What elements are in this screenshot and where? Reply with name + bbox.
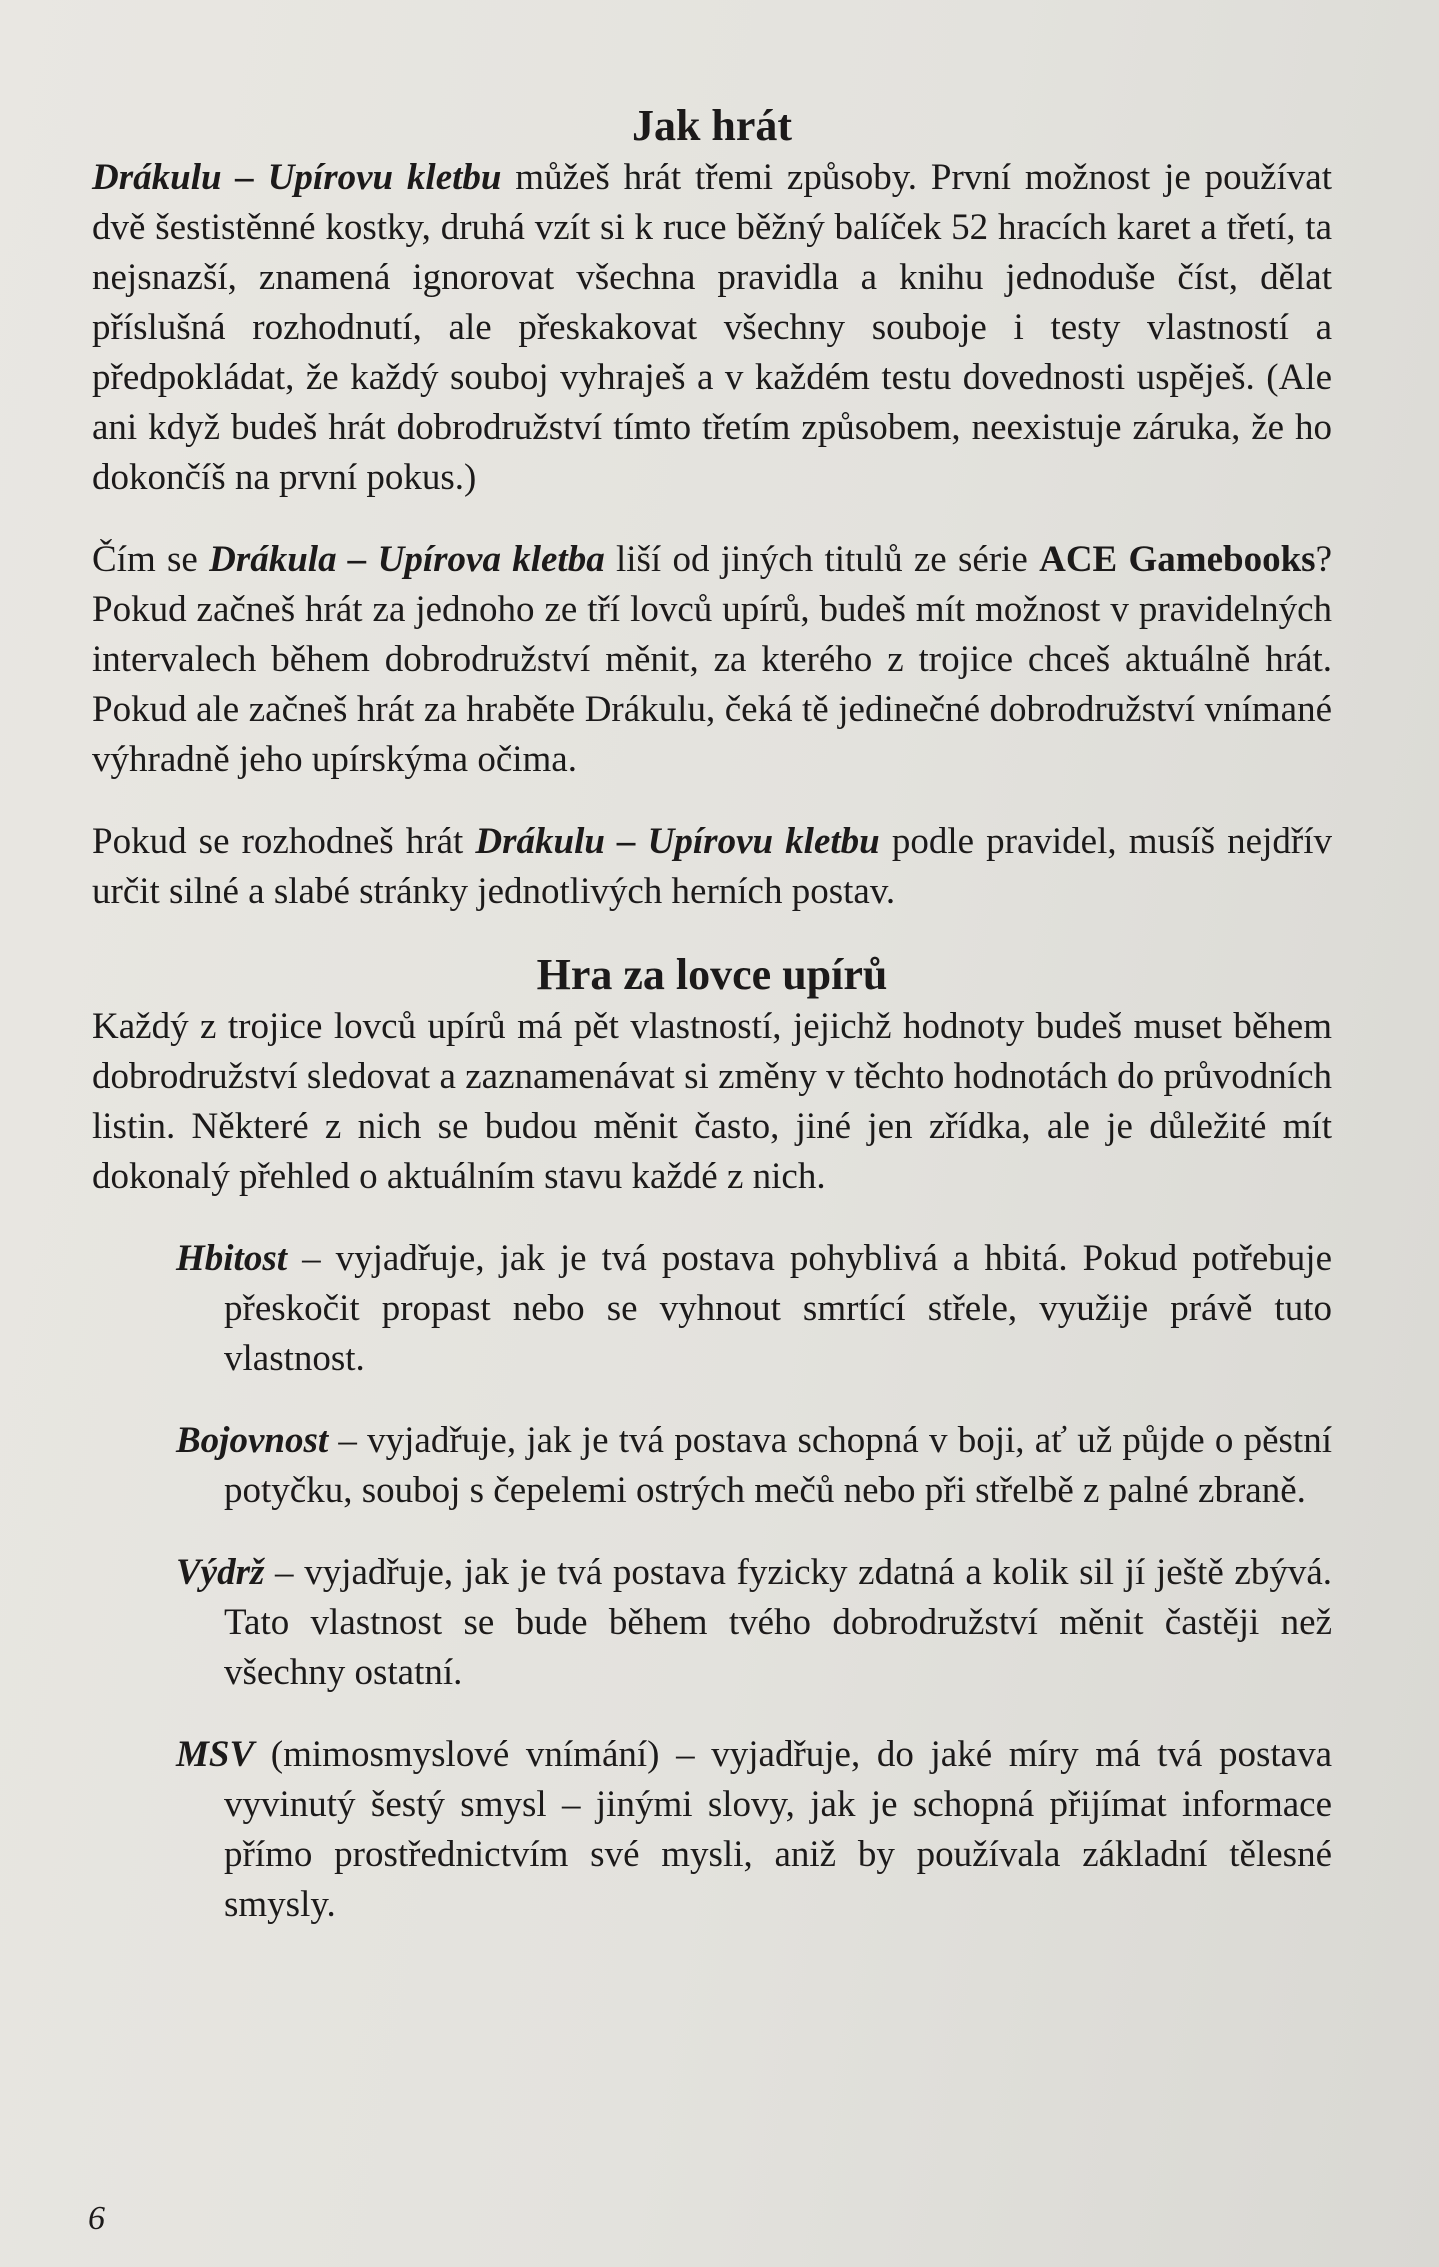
paragraph-rules (92, 817, 1332, 917)
paragraph-intro (92, 153, 1332, 503)
attribute-description: – vyjadřuje, jak je tvá postava pohyblivá a hbitá. Pokud potřebuje přeskočit propast nebo se vyhnout smrtící střele, využije právě tuto vlastnost. (224, 1237, 1332, 1379)
paragraph-attributes: Každý z trojice lovců upírů má pět vlastností, jejichž hodnoty budeš muset během dobrodružství sledovat a zaznamenávat si změny v těchto hodnotách do průvodních listin. Některé z nich se budou měnit často, jiné jen zřídka, ale je důležité mít dokonalý přehled o aktuálním stavu každé z nich. (92, 1005, 1332, 1197)
series-name: ACE Gamebooks (1039, 538, 1316, 580)
attribute-vydrz (176, 1548, 1332, 1698)
paragraph-text: podle pravidel, musíš nejdřív určit silné a slabé stránky jednotlivých herních postav. (92, 820, 1332, 912)
attribute-description: – vyjadřuje, jak je tvá postava fyzicky zdatná a kolik sil jí ještě zbývá. Tato vlastnost se bude během tvého dobrodružství měnit častěji než všechny ostatní. (224, 1551, 1332, 1693)
paragraph-text: můžeš hrát třemi způsoby. První možnost je používat dvě šestistěnné kostky, druhá vzít si k ruce běžný balíček 52 hracích karet a třetí, ta nejsnazší, znamená ignorovat všechna pravidla a knihu jednoduše číst, dělat příslušná rozhodnutí, ale přeskakovat všechny souboje i testy vlastností a předpokládat, že každý souboj vyhraješ a v každém testu dovednosti uspěješ. (Ale ani když budeš hrát dobrodružství tímto třetím způsobem, neexistuje záruka, že ho dokončíš na první pokus.) (92, 156, 1333, 498)
paragraph-text: liší od jiných titulů ze série (604, 538, 1040, 580)
book-title: Drákulu – Upírovu kletbu (92, 156, 502, 198)
page-number: 6 (88, 2200, 105, 2237)
attribute-term: Bojovnost (176, 1419, 329, 1461)
paragraph-text: Pokud se rozhodneš hrát (92, 820, 476, 862)
attribute-term: Hbitost (176, 1237, 288, 1279)
attribute-term: MSV (176, 1733, 255, 1775)
heading-jak-hrat: Jak hrát (631, 101, 793, 150)
paragraph-differences (92, 535, 1332, 785)
heading-hra-za-lovce: Hra za lovce upírů (536, 949, 888, 999)
attribute-hbitost (176, 1234, 1332, 1384)
page-content (92, 100, 1332, 1962)
attribute-description: – vyjadřuje, jak je tvá postava schopná v boji, ať už půjde o pěstní potyčku, souboj s čepelemi ostrých mečů nebo při střelbě z palné zbraně. (224, 1419, 1332, 1511)
book-title: Drákula – Upírova kletba (209, 538, 605, 580)
attribute-bojovnost (176, 1416, 1332, 1516)
attribute-list (176, 1234, 1332, 1930)
attribute-description: (mimosmyslové vnímání) – vyjadřuje, do jaké míry má tvá postava vyvinutý šestý smysl – jinými slovy, jak je schopná přijímat informace přímo prostřednictvím své mysli, aniž by používala základní tělesné smysly. (224, 1733, 1332, 1925)
attribute-term: Výdrž (176, 1551, 265, 1593)
paragraph-text: Čím se (92, 538, 210, 580)
book-title: Drákulu – Upírovu kletbu (475, 820, 880, 862)
attribute-msv (176, 1730, 1332, 1930)
paragraph-text: ? Pokud začneš hrát za jednoho ze tří lovců upírů, budeš mít možnost v pravidelných intervalech během dobrodružství měnit, za kterého z trojice chceš aktuálně hrát. Pokud ale začneš hrát za hraběte Drákulu, čeká tě jedinečné dobrodružství vnímané výhradně jeho upírskýma očima. (92, 538, 1333, 780)
